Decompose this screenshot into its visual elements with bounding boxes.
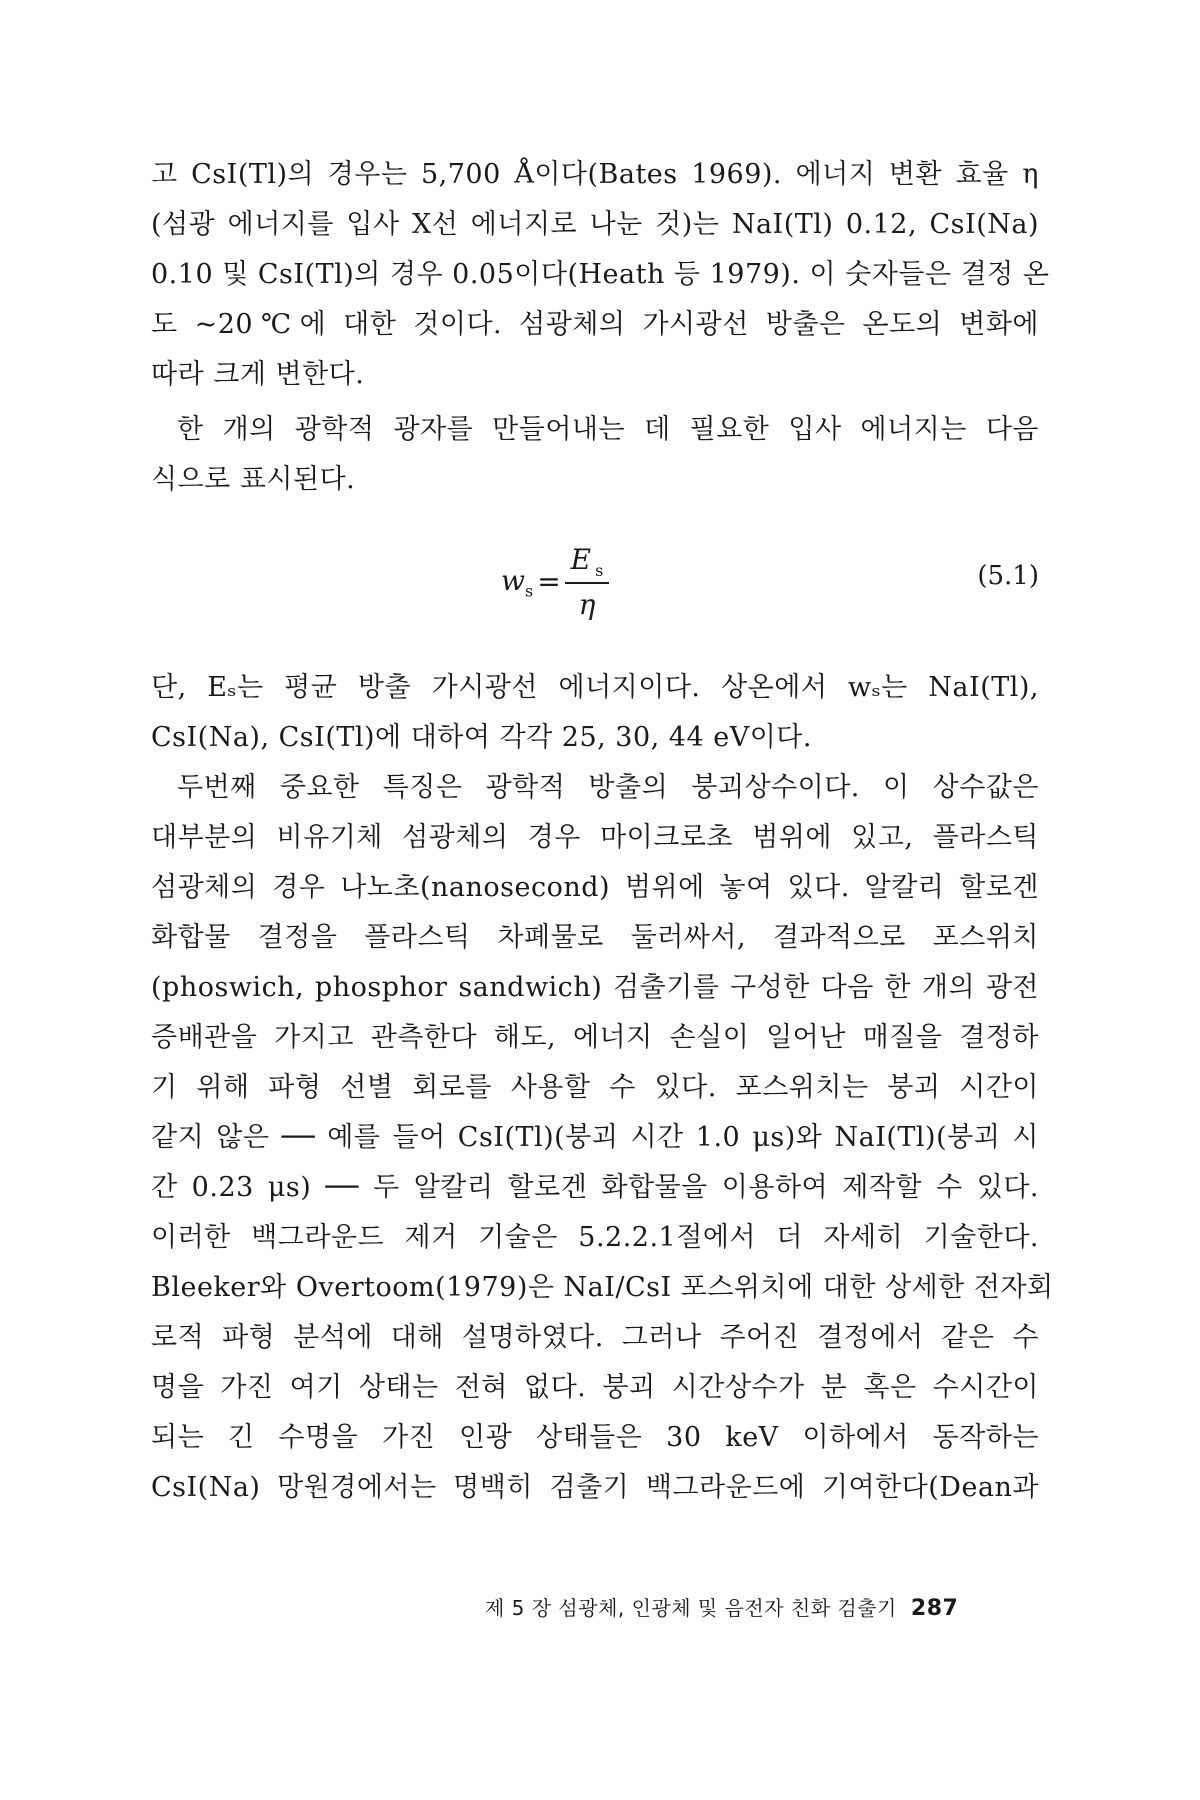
text-line: 0.10 및 CsI(Tl)의 경우 0.05이다(Heath 등 1979). 이 숫자들은 결정 온	[151, 259, 1050, 290]
text-line: 로적 파형 분석에 대해 설명하였다. 그러나 주어진 결정에서 같은 수	[151, 1322, 1039, 1353]
paragraph-3	[151, 663, 1039, 763]
text-line: 되는 긴 수명을 가진 인광 상태들은 30 keV 이하에서 동작하는	[151, 1422, 1039, 1453]
text-line: 식으로 표시된다.	[151, 464, 356, 495]
text-line: CsI(Na) 망원경에서는 명백히 검출기 백그라운드에 기여한다(Dean과	[151, 1472, 1039, 1503]
equation-number: (5.1)	[977, 561, 1039, 591]
equation-5-1	[151, 513, 1039, 663]
text-line: CsI(Na), CsI(Tl)에 대하여 각각 25, 30, 44 eV이다.	[151, 722, 812, 753]
text-line: 한 개의 광학적 광자를 만들어내는 데 필요한 입사 에너지는 다음	[177, 414, 1039, 445]
text-line: 따라 크게 변한다.	[151, 359, 365, 390]
text-line: (phoswich, phosphor sandwich) 검출기를 구성한 다음 한 개의 광전	[151, 972, 1039, 1003]
page-number: 287	[910, 1596, 959, 1621]
text-line: 화합물 결정을 플라스틱 차폐물로 둘러싸서, 결과적으로 포스위치	[151, 922, 1039, 953]
text-line: 증배관을 가지고 관측한다 해도, 에너지 손실이 일어난 매질을 결정하	[151, 1022, 1039, 1053]
paragraph-4	[151, 763, 1054, 1513]
fraction	[565, 543, 610, 621]
text-line: 도 ~20℃에 대한 것이다. 섬광체의 가시광선 방출은 온도의 변화에	[151, 309, 1039, 340]
text-line: 간 0.23 μs) ── 두 알칼리 할로겐 화합물을 이용하여 제작할 수 있다.	[151, 1172, 1039, 1203]
equals-sign: =	[537, 565, 561, 599]
text-line: 두번째 중요한 특징은 광학적 방출의 붕괴상수이다. 이 상수값은	[177, 772, 1039, 803]
fraction-numerator: E $_s$	[565, 543, 610, 584]
text-line: 같지 않은 ── 예를 들어 CsI(Tl)(붕괴 시간 1.0 μs)와 NaI(Tl)(붕괴 시	[151, 1122, 1039, 1153]
page-body	[151, 150, 1054, 1513]
text-line: 고 CsI(Tl)의 경우는 5,700 Å이다(Bates 1969). 에너지 변환 효율 η	[151, 159, 1039, 190]
text-line: 단, Eₛ는 평균 방출 가시광선 에너지이다. 상온에서 wₛ는 NaI(Tl),	[151, 672, 1039, 703]
text-line: 명을 가진 여기 상태는 전혀 없다. 붕괴 시간상수가 분 혹은 수시간이	[151, 1372, 1039, 1403]
paragraph-1	[151, 150, 1050, 400]
text-line: Bleeker와 Overtoom(1979)은 NaI/CsI 포스위치에 대한 상세한 전자회	[151, 1272, 1054, 1303]
text-line: 섬광체의 경우 나노초(nanosecond) 범위에 놓여 있다. 알칼리 할로겐	[151, 872, 1039, 903]
text-line: (섬광 에너지를 입사 X선 에너지로 나눈 것)는 NaI(Tl) 0.12, CsI(Na)	[151, 209, 1039, 240]
text-line: 이러한 백그라운드 제거 기술은 5.2.2.1절에서 더 자세히 기술한다.	[151, 1222, 1039, 1253]
equation-body	[501, 543, 609, 621]
fraction-denominator: η	[578, 587, 596, 621]
chapter-title: 제 5 장 섬광체, 인광체 및 음전자 친화 검출기	[485, 1596, 897, 1620]
page-footer	[485, 1592, 958, 1621]
paragraph-2	[151, 405, 1039, 505]
equation-lhs: $w_s$	[501, 563, 534, 601]
text-line: 대부분의 비유기체 섬광체의 경우 마이크로초 범위에 있고, 플라스틱	[151, 822, 1039, 853]
text-line: 기 위해 파형 선별 회로를 사용할 수 있다. 포스위치는 붕괴 시간이	[151, 1072, 1039, 1103]
